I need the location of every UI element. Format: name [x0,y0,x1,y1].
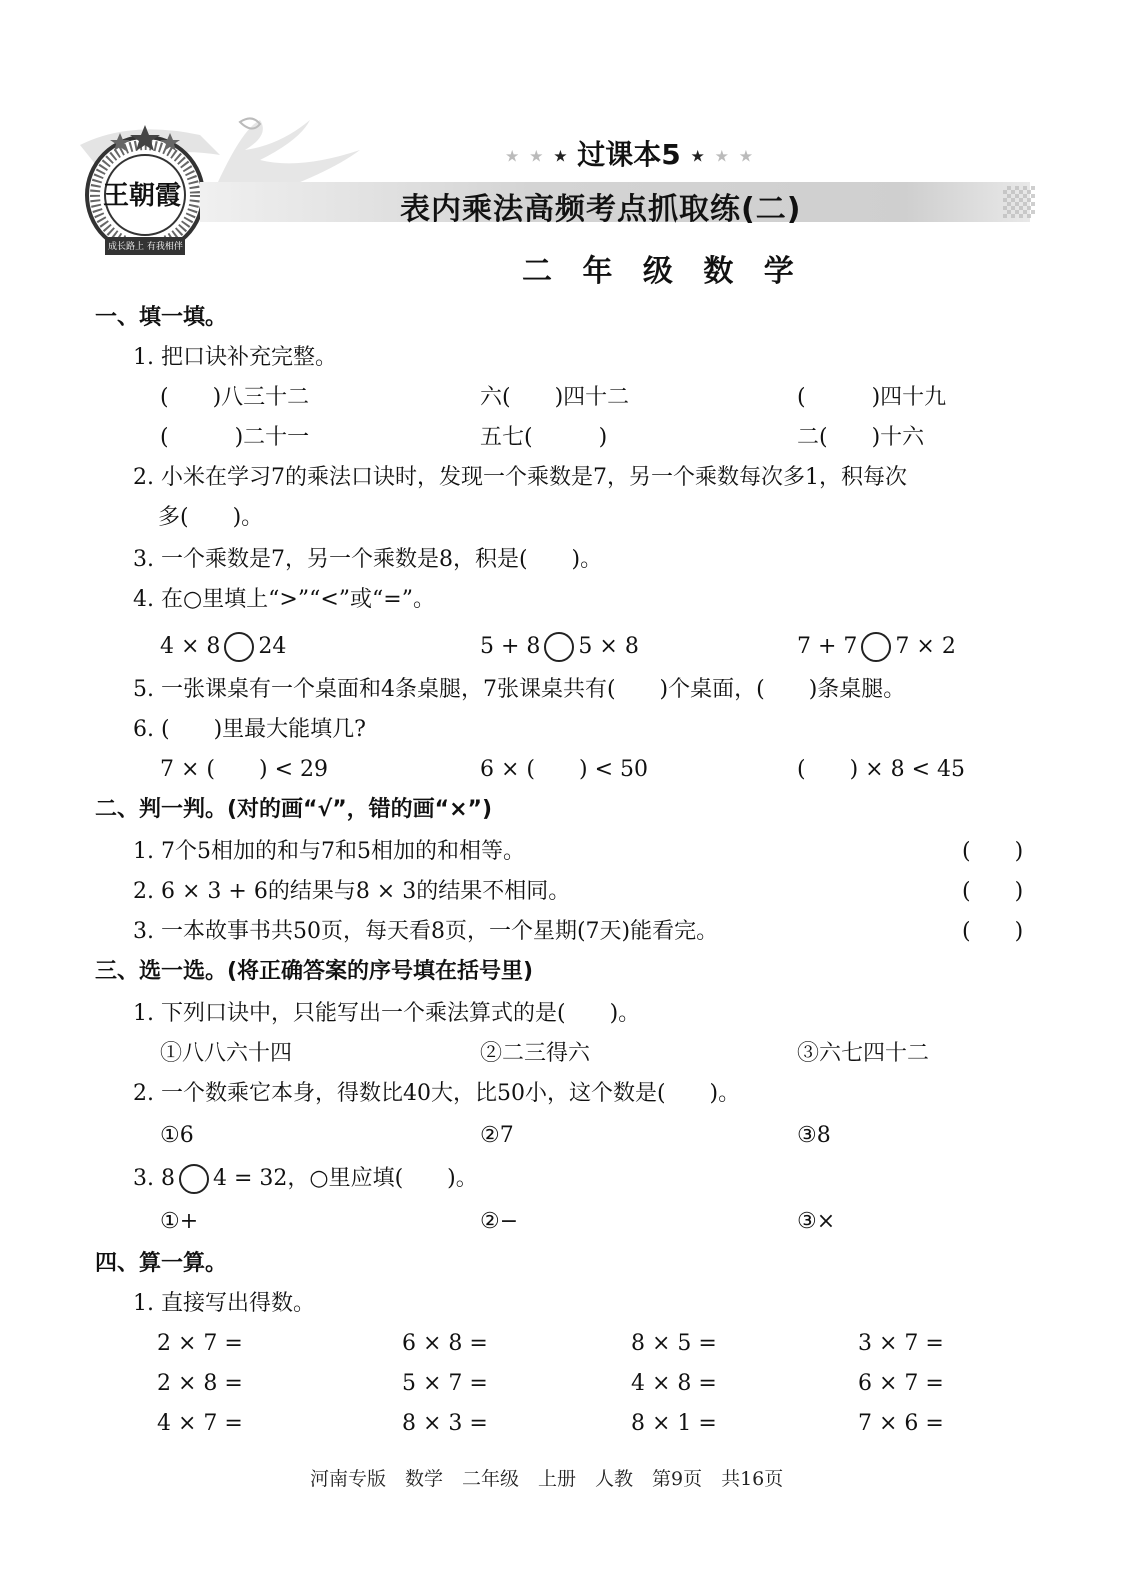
question-text: 1. 下列口诀中，只能写出一个乘法算式的是( )。 [133,1001,641,1026]
subject-title: 二 年 级 数 学 [522,254,804,289]
judge-item: 1. 7个5相加的和与7和5相加的和相等。 [133,839,525,864]
question-post: 4 = 32，○里应填( )。 [212,1166,478,1191]
logo [70,115,220,265]
calc-item: 4 × 8 = [631,1371,717,1396]
blank-item: ( )四十九 [797,385,947,410]
question-text: 3. 一个乘数是7，另一个乘数是8，积是( )。 [133,547,603,572]
question-text: 4. 在○里填上“>”“<”或“=”。 [133,587,435,612]
question-text: 2. 小米在学习7的乘法口诀时，发现一个乘数是7，另一个乘数每次多1，积每次 [133,465,907,490]
option-item: ②− [480,1209,519,1234]
question-text: 2. 一个数乘它本身，得数比40大，比50小，这个数是( )。 [133,1081,741,1106]
compare-right: 24 [258,634,287,659]
circle-blank[interactable] [861,632,891,662]
badge [505,133,753,173]
option-item: ①八八六十四 [160,1041,293,1066]
answer-bracket[interactable]: ( ) [962,839,1024,864]
banner-pattern [1003,186,1035,218]
calc-item: 2 × 7 = [157,1331,243,1356]
calc-item: 4 × 7 = [157,1411,243,1436]
star-icon: ★ [690,146,705,166]
section-heading: 一、填一填。 [95,305,228,330]
blank-item: 六( )四十二 [480,385,630,410]
calc-item: 6 × 7 = [858,1371,944,1396]
answer-bracket[interactable]: ( ) [962,879,1024,904]
logo-text: 王朝霞 [103,181,182,211]
compare-item [160,632,286,662]
inequality-item: ( ) × 8 < 45 [797,757,965,782]
answer-bracket[interactable]: ( ) [962,919,1024,944]
option-item: ③× [797,1209,836,1234]
option-item: ②二三得六 [480,1041,591,1066]
compare-left: 4 × 8 [160,634,221,659]
circle-blank[interactable] [544,632,574,662]
star-icon: ★ [738,146,754,166]
question-text: 多( )。 [158,505,264,530]
circle-blank[interactable] [224,632,254,662]
calc-item: 3 × 7 = [858,1331,944,1356]
star-icon: ★ [505,146,520,166]
compare-right: 7 × 2 [895,634,956,659]
option-item: ②7 [480,1123,514,1148]
question-text: 1. 把口诀补充完整。 [133,345,337,370]
star-icon: ★ [553,146,568,166]
judge-item: 3. 一本故事书共50页，每天看8页，一个星期(7天)能看完。 [133,919,719,944]
compare-left: 7 + 7 [797,634,858,659]
calc-item: 8 × 5 = [631,1331,717,1356]
blank-item: 五七( ) [480,425,608,450]
star-icon: ★ [714,146,729,166]
blank-item: 二( )十六 [797,425,925,450]
calc-item: 5 × 7 = [402,1371,488,1396]
page-footer: 河南专版 数学 二年级 上册 人教 第9页 共16页 [310,1468,784,1490]
question-text: 1. 直接写出得数。 [133,1291,315,1316]
blank-item: ( )二十一 [160,425,310,450]
compare-item [797,632,956,662]
question-text: 6. ( )里最大能填几? [133,717,366,742]
compare-left: 5 + 8 [480,634,541,659]
circle-blank[interactable] [179,1164,209,1194]
badge-text: 过课本5 [577,138,681,171]
inequality-item: 6 × ( ) < 50 [480,757,648,782]
inequality-item: 7 × ( ) < 29 [160,757,328,782]
calc-item: 6 × 8 = [402,1331,488,1356]
calc-item: 7 × 6 = [858,1411,944,1436]
calc-item: 2 × 8 = [157,1371,243,1396]
option-item: ①+ [160,1209,199,1234]
logo-bottom-text: 成长路上 有我相伴 [108,242,183,252]
question-text [133,1164,478,1194]
calc-item: 8 × 1 = [631,1411,717,1436]
question-text: 5. 一张课桌有一个桌面和4条桌腿，7张课桌共有( )个桌面，( )条桌腿。 [133,677,906,702]
compare-item [480,632,639,662]
option-item: ①6 [160,1123,194,1148]
question-pre: 3. 8 [133,1166,175,1191]
option-item: ③六七四十二 [797,1041,930,1066]
page-title: 表内乘法高频考点抓取练(二) [400,192,802,227]
section-heading: 二、判一判。(对的画“√”，错的画“×”) [95,797,493,822]
calc-item: 8 × 3 = [402,1411,488,1436]
star-icon: ★ [529,146,544,166]
section-heading: 四、算一算。 [95,1251,228,1276]
judge-item: 2. 6 × 3 + 6的结果与8 × 3的结果不相同。 [133,879,571,904]
compare-right: 5 × 8 [578,634,639,659]
option-item: ③8 [797,1123,831,1148]
blank-item: ( )八三十二 [160,385,310,410]
section-heading: 三、选一选。(将正确答案的序号填在括号里) [95,959,534,984]
